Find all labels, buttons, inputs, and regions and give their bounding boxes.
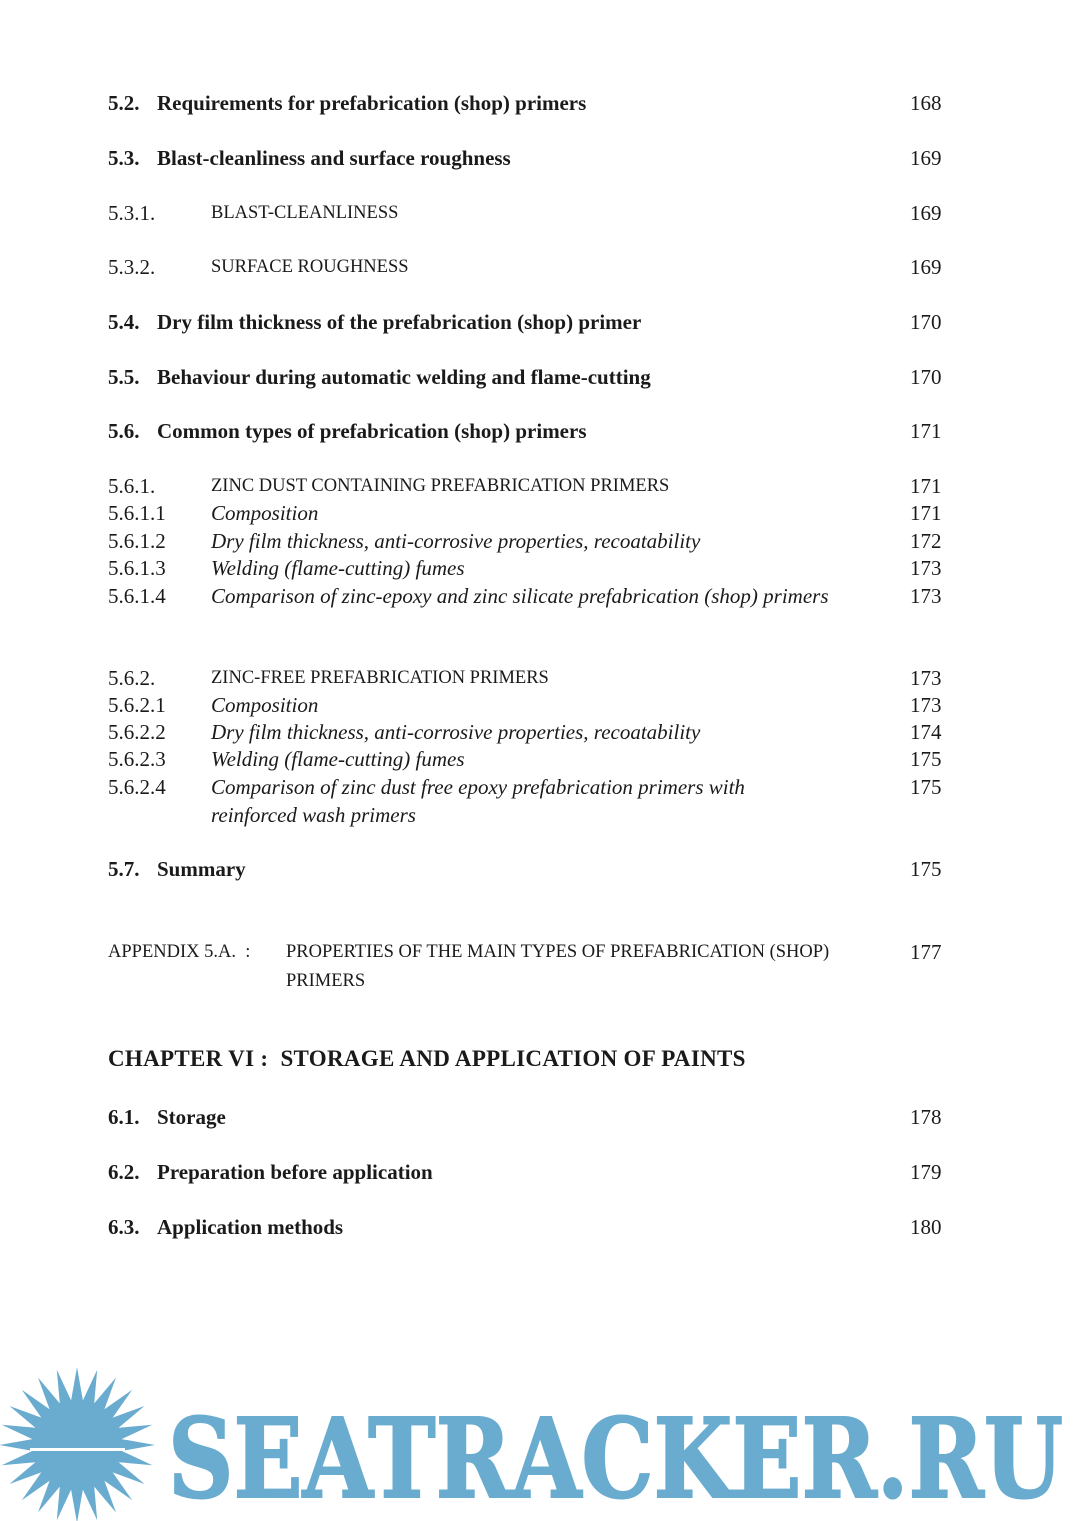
chapter-heading: CHAPTER VI : STORAGE AND APPLICATION OF PAINTS: [108, 1046, 746, 1071]
entry-number: 5.6.1.1: [108, 501, 166, 525]
entry-page: 170: [910, 365, 942, 389]
entry-number: 5.6.1.2: [108, 529, 166, 553]
entry-title: Behaviour during automatic welding and flame-cutting: [157, 365, 651, 389]
entry-page: 172: [910, 529, 942, 553]
entry-page: 171: [910, 419, 942, 443]
entry-title: Comparison of zinc dust free epoxy prefabrication primers with reinforced wash primers: [211, 775, 745, 827]
entry-number: 6.3.: [108, 1215, 140, 1239]
entry-number: 5.5.: [108, 365, 140, 389]
entry-page: 169: [910, 255, 942, 279]
watermark-text: SEATRACKER.RU: [168, 1394, 1063, 1521]
entry-title: Dry film thickness, anti-corrosive properties, recoatability: [211, 720, 701, 744]
entry-page: 175: [910, 775, 942, 799]
appendix-number: APPENDIX 5.A. :: [108, 942, 251, 962]
entry-title: Blast-cleanliness and surface roughness: [157, 146, 511, 170]
entry-page: 168: [910, 91, 942, 115]
entry-page: 171: [910, 501, 942, 525]
entry-page: 180: [910, 1215, 942, 1239]
watermark-logo: [0, 1360, 1080, 1521]
entry-title: Storage: [157, 1105, 226, 1129]
entry-page: 173: [910, 556, 942, 580]
entry-page: 179: [910, 1160, 942, 1184]
entry-page: 173: [910, 666, 942, 690]
entry-page: 173: [910, 584, 942, 608]
entry-number: 5.3.: [108, 146, 140, 170]
entry-title: Comparison of zinc-epoxy and zinc silicate prefabrication (shop) primers: [211, 584, 829, 608]
entry-title: Composition: [211, 501, 319, 525]
entry-number: 5.6.2.1: [108, 693, 166, 717]
entry-page: 173: [910, 693, 942, 717]
entry-number: 5.6.2.4: [108, 775, 166, 799]
entry-page: 175: [910, 857, 942, 881]
entry-page: 169: [910, 201, 942, 225]
entry-number: 6.2.: [108, 1160, 140, 1184]
entry-title: SURFACE ROUGHNESS: [211, 257, 409, 277]
entry-title: ZINC-FREE PREFABRICATION PRIMERS: [211, 668, 549, 688]
entry-title: Preparation before application: [157, 1160, 433, 1184]
entry-number: 5.2.: [108, 91, 140, 115]
entry-title: Application methods: [157, 1215, 344, 1239]
entry-page: 171: [910, 474, 942, 498]
entry-number: 6.1.: [108, 1105, 140, 1129]
entry-title: ZINC DUST CONTAINING PREFABRICATION PRIMERS: [211, 476, 670, 496]
entry-page: 174: [910, 720, 942, 744]
entry-page: 175: [910, 747, 942, 771]
entry-title: BLAST-CLEANLINESS: [211, 203, 399, 223]
entry-number: 5.6.1.: [108, 474, 156, 498]
entry-title: Composition: [211, 693, 319, 717]
entry-title: Dry film thickness, anti-corrosive properties, recoatability: [211, 529, 701, 553]
entry-title: Dry film thickness of the prefabrication (shop) primer: [157, 310, 642, 334]
entry-number: 5.6.2.3: [108, 747, 166, 771]
entry-title: Summary: [157, 857, 246, 881]
entry-number: 5.6.2.2: [108, 720, 166, 744]
entry-page: 178: [910, 1105, 942, 1129]
entry-number: 5.6.1.3: [108, 556, 166, 580]
entry-page: 170: [910, 310, 942, 334]
entry-number: 5.6.2.: [108, 666, 156, 690]
entry-title: Common types of prefabrication (shop) primers: [157, 419, 587, 443]
entry-title: Requirements for prefabrication (shop) primers: [157, 91, 587, 115]
sun-icon: [0, 1367, 155, 1521]
entry-title: Welding (flame-cutting) fumes: [211, 556, 465, 580]
appendix-page: 177: [910, 940, 942, 964]
entry-number: 5.3.1.: [108, 201, 156, 225]
entry-number: 5.4.: [108, 310, 140, 334]
entry-number: 5.7.: [108, 857, 140, 881]
entry-number: 5.3.2.: [108, 255, 156, 279]
entry-title: Welding (flame-cutting) fumes: [211, 747, 465, 771]
entry-number: 5.6.1.4: [108, 584, 166, 608]
entry-page: 169: [910, 146, 942, 170]
appendix-title: PROPERTIES OF THE MAIN TYPES OF PREFABRICATION (SHOP) PRIMERS: [286, 942, 830, 991]
entry-number: 5.6.: [108, 419, 140, 443]
